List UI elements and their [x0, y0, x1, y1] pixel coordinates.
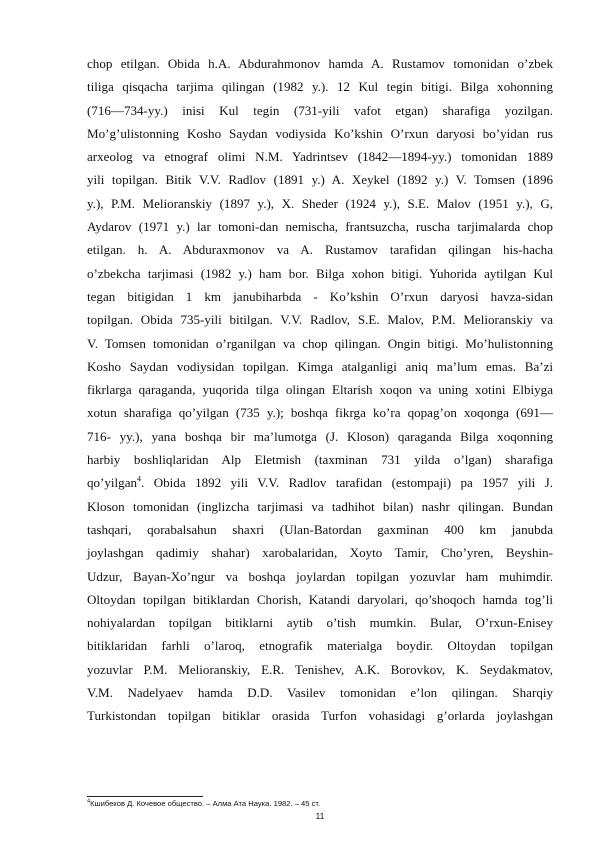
text-line: V. Tomsen tomonidan o’rganilgan va chop qilingan. Ongin bitigi. Mo’hulistonning [87, 335, 553, 351]
text-line: xotun sharafiga qo’yilgan (735 y.); boshqa fikrga ko’ra qopag’on xoqonga (691— [87, 405, 553, 421]
text-fragment: qo’yilgan [87, 475, 138, 491]
text-line: joylashgan qadimiy shahar) xarobalaridan, Xoyto Tamir, Cho’yren, Beyshin- [87, 545, 553, 561]
footnote-divider [87, 796, 203, 797]
text-line: tegan bitigidan 1 km janubiharbda - Ko’kshin O’rxun daryosi havza-sidan [87, 288, 553, 304]
text-line: Turkistondan topilgan bitiklar orasida Turfon vohasidagi g’orlarda joylashgan [87, 708, 553, 724]
text-line: (716—734-yy.) inisi Kul tegin (731-yili vafot etgan) sharafiga yozilgan. [87, 102, 553, 118]
text-line: yili topilgan. Bitik V.V. Radlov (1891 y.) A. Xeykel (1892 y.) V. Tomsen (1896 [87, 172, 553, 188]
text-line: Oltoydan topilgan bitiklardan Chorish, Katandi daryolari, qo’shoqoch hamda tog’li [87, 591, 553, 607]
text-line: harbiy boshliqlaridan Alp Eletmish (taxminan 731 yilda o’lgan) sharafiga [87, 452, 553, 468]
text-line: y.), P.M. Melioranskiy (1897 y.), X. Sheder (1924 y.), S.E. Malov (1951 y.), G, [87, 195, 553, 211]
text-line: nohiyalardan topilgan bitiklarni aytib o’tish mumkin. Bular, O’rxun-Enisey [87, 615, 553, 631]
text-line: 716- yy.), yana boshqa bir ma’lumotga (J. Kloson) qaraganda Bilga xoqonning [87, 428, 553, 444]
text-line: topilgan. Obida 735-yili bitilgan. V.V. Radlov, S.E. Malov, P.M. Melioranskiy va [87, 312, 553, 328]
page-number: 11 [315, 811, 325, 821]
text-line: bitiklaridan farhli o’laroq, etnografik materialga boydir. Oltoydan topilgan [87, 638, 553, 654]
text-line-with-footnote [87, 471, 553, 494]
footnote-text: Кшибеков Д. Кочевое общество. – Алма Ата Наука. 1982. – 45 ст. [90, 799, 321, 808]
text-line: yozuvlar P.M. Melioranskiy, E.R. Tenishev, A.K. Borovkov, K. Seydakmatov, [87, 661, 553, 677]
text-line: Kosho Saydan vodiysidan topilgan. Kimga atalganligi aniq ma’lum emas. Ba’zi [87, 358, 553, 374]
text-fragment: . Obida 1892 yili V.V. Radlov tarafidan (estompaji) pa 1957 yili J. [141, 475, 553, 491]
text-line: arxeolog va etnograf olimi N.M. Yadrintsev (1842—1894-yy.) tomonidan 1889 [87, 149, 553, 165]
text-line: Kloson tomonidan (inglizcha tarjimasi va tadhihot bilan) nashr qilingan. Bundan [87, 498, 553, 514]
text-line: Udzur, Bayan-Xo’ngur va boshqa joylardan topilgan yozuvlar ham muhimdir. [87, 568, 553, 584]
text-line: etilgan. h. A. Abduraxmonov va A. Rustamov tarafidan qilingan his-hacha [87, 242, 553, 258]
text-line: fikrlarga qaraganda, yuqorida tilga olingan Eltarish xoqon va uning xotini Elbiyga [87, 382, 553, 398]
text-line: Aydarov (1971 y.) lar tomoni-dan nemischa, frantsuzcha, ruscha tarjimalarda chop [87, 219, 553, 235]
text-line: o’zbekcha tarjimasi (1982 y.) ham bor. Bilga xohon bitigi. Yuhorida aytilgan Kul [87, 265, 553, 281]
text-line: Mo’g’ulistonning Kosho Saydan vodiysida Ko’kshin O’rxun daryosi bo’yidan rus [87, 125, 553, 141]
body-text [87, 52, 553, 728]
text-line: V.M. Nadelyaev hamda D.D. Vasilev tomonidan e’lon qilingan. Sharqiy [87, 685, 553, 701]
footnote-reference[interactable]: 4 [137, 475, 142, 484]
text-line: tashqari, qorabalsahun shaxri (Ulan-Batordan gaxminan 400 km janubda [87, 521, 553, 537]
text-line: chop etilgan. Obida h.A. Abdurahmonov hamda A. Rustamov tomonidan o’zbek [87, 56, 553, 71]
footnote-number: 4 [87, 798, 91, 805]
text-line: tiliga qisqacha tarjima qilingan (1982 y.). 12 Kul tegin bitigi. Bilga xohonning [87, 79, 553, 95]
footnote [87, 799, 553, 809]
